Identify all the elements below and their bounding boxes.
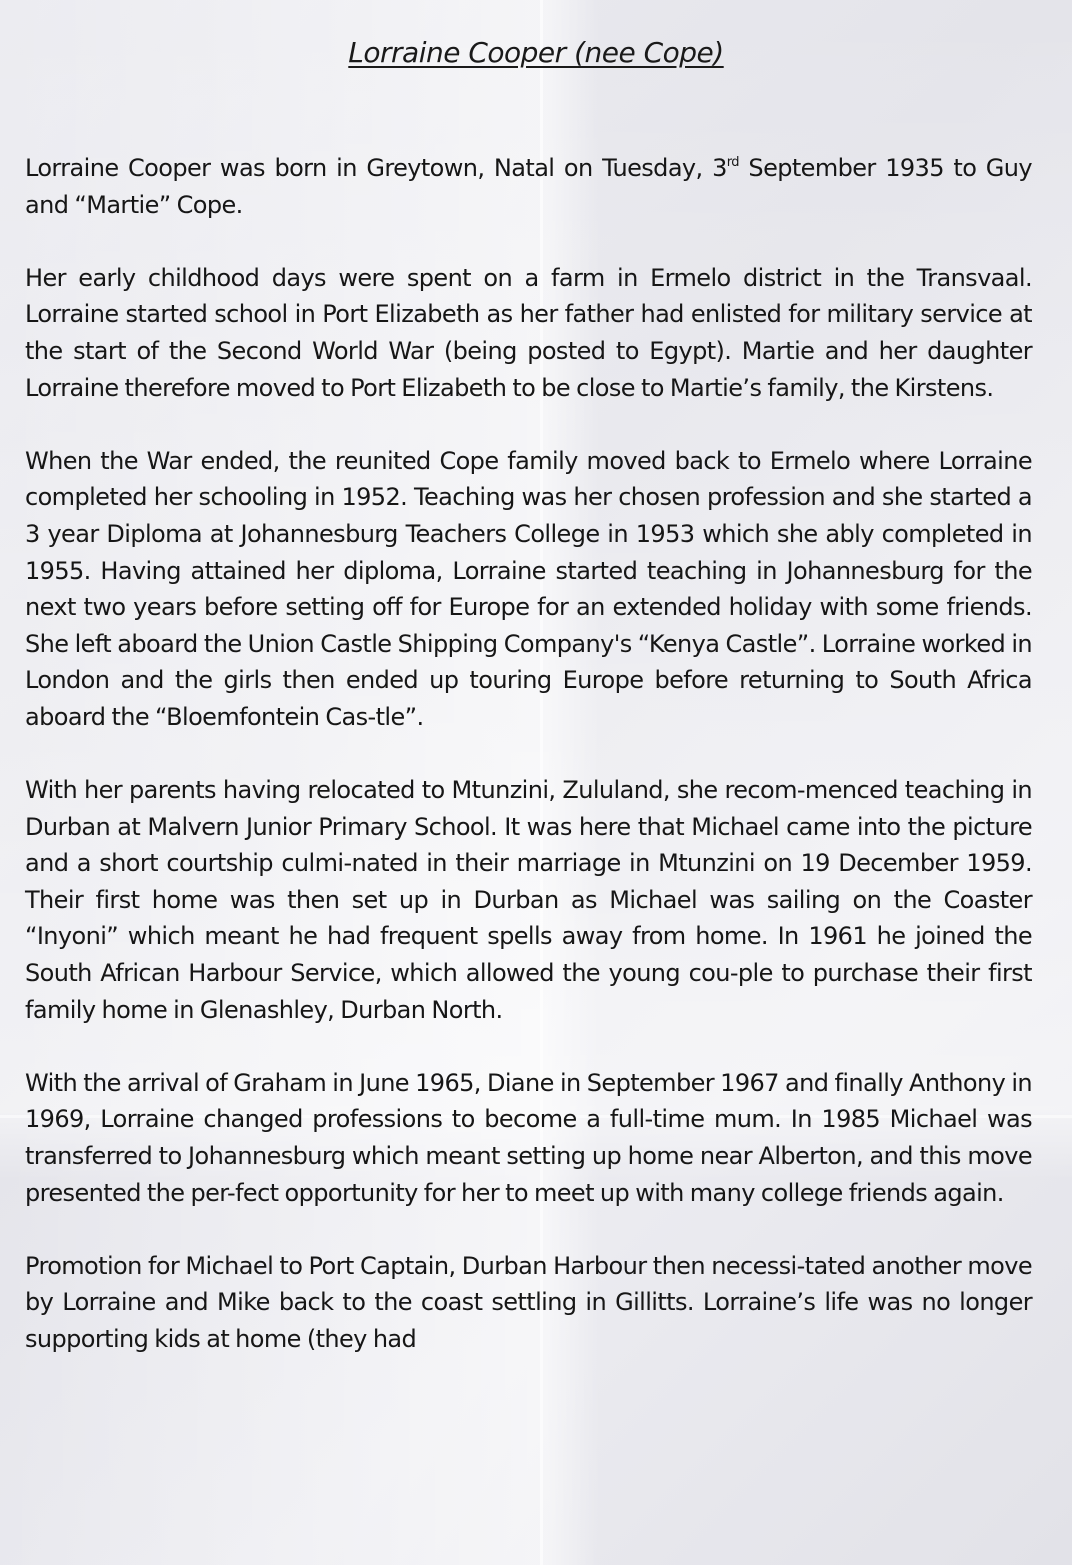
paragraph-education: When the War ended, the reunited Cope family moved back to Ermelo where Lorraine completed her schooling in 1952. Teaching was her chosen profession and she started a 3 year Diploma at Johannesburg Teachers College in 1953 which she ably completed in 1955. Having attained her diploma, Lorraine started teaching in Johannesburg for the next two years before setting off for Europe for an extended holiday with some friends. She left aboard the Union Castle Shipping Company's “Kenya Castle”. Lorraine worked in London and the girls then ended up touring Europe before returning to South Africa aboard the “Bloemfontein Cas-tle”. bbox=[25, 446, 1032, 731]
paragraph-text: Lorraine Cooper was born in Greytown, Natal on Tuesday, 3 bbox=[25, 154, 727, 182]
paragraph-marriage: With her parents having relocated to Mtunzini, Zululand, she recom-menced teaching in Durban at Malvern Junior Primary School. It was here that Michael came into the picture and a short courtship culmi-nated in their marriage in Mtunzini on 19 December 1959. Their first home was then set up in Durban as Michael was sailing on the Coaster “Inyoni” which meant he had frequent spells away from home. In 1961 he joined the South African Harbour Service, which allowed the young cou-ple to purchase their first family home in Glenashley, Durban North. bbox=[25, 776, 1032, 1024]
ordinal-suffix: rd bbox=[726, 155, 739, 170]
document-title: Lorraine Cooper (nee Cope) bbox=[348, 36, 724, 69]
paragraph-promotion: Promotion for Michael to Port Captain, Durban Harbour then necessi-tated another move by Lorraine and Mike back to the coast settling in Gillitts. Lorraine’s life was no longer supporting kids at home (they had bbox=[25, 1251, 1032, 1353]
paragraph-text: September 1935 to Guy and “Martie” Cope. bbox=[25, 154, 1033, 219]
document-body bbox=[25, 150, 1032, 1394]
paragraph-birth bbox=[25, 150, 1032, 223]
paragraph-childhood: Her early childhood days were spent on a farm in Ermelo district in the Transvaal. Lorraine started school in Port Elizabeth as her father had enlisted for military service at the start of the Second World War (being posted to Egypt). Martie and her daughter Lorraine therefore moved to Port Elizabeth to be close to Martie’s family, the Kirstens. bbox=[25, 263, 1032, 402]
paragraph-children: With the arrival of Graham in June 1965, Diane in September 1967 and finally Anthony in 1969, Lorraine changed professions to become a full-time mum. In 1985 Michael was transferred to Johannesburg which meant setting up home near Alberton, and this move presented the per-fect opportunity for her to meet up with many college friends again. bbox=[25, 1068, 1032, 1207]
